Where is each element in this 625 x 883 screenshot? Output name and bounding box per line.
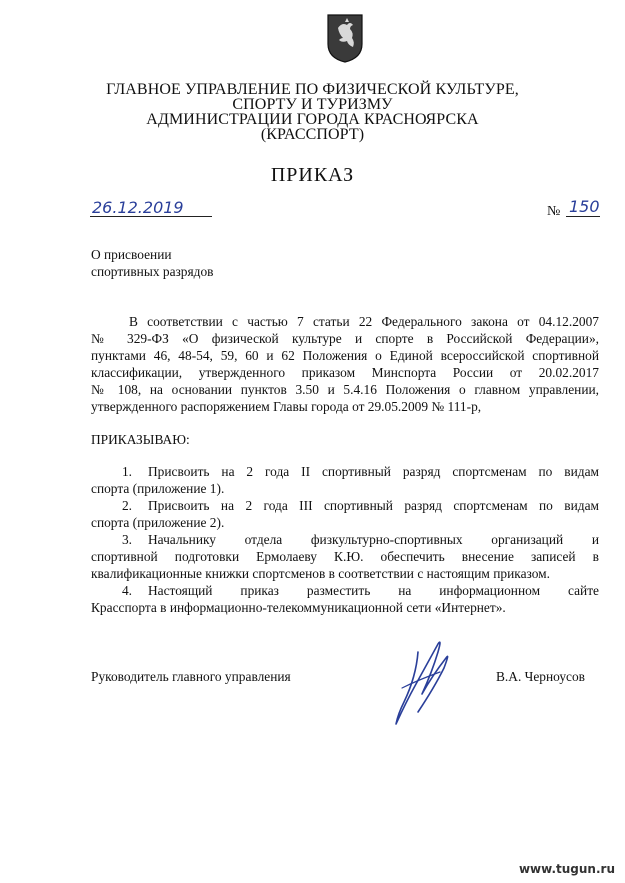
item-text: Присвоить на 2 года III спортивный разряд спортсменам по видам (148, 498, 599, 513)
coat-of-arms-emblem (325, 12, 365, 64)
item-number: 2. (121, 498, 132, 513)
item-text: Настоящий приказ разместить на информационном сайте (148, 583, 599, 598)
item-text: спорта (приложение 1). (91, 481, 225, 496)
date-handwritten: 26.12.2019 (92, 198, 184, 217)
date-underline (90, 216, 212, 217)
list-item (91, 531, 599, 548)
order-items (91, 463, 599, 616)
preamble-line: утвержденного распоряжением Главы города от 29.05.2009 № 111-р, (91, 399, 482, 414)
item-number: 4. (121, 583, 132, 598)
item-text: квалификационные книжки спортсменов в соответствии с настоящим приказом. (91, 566, 550, 581)
item-number: 3. (121, 532, 132, 547)
signatory-name: В.А. Черноусов (496, 669, 585, 684)
preamble-line: классификации, утвержденного приказом Минспорта России от 20.02.2017 (91, 365, 599, 380)
order-word: ПРИКАЗЫВАЮ: (91, 432, 190, 447)
preamble-paragraph (91, 313, 599, 415)
signatory-position: Руководитель главного управления (91, 669, 291, 684)
preamble-line: № 108, на основании пунктов 3.50 и 5.4.16 Положения о главном управлении, (91, 382, 599, 397)
list-item (91, 463, 599, 480)
item-text: Начальнику отдела физкультурно-спортивных организаций и (148, 532, 599, 547)
org-line-1: ГЛАВНОЕ УПРАВЛЕНИЕ ПО ФИЗИЧЕСКОЙ КУЛЬТУРЕ, (106, 81, 519, 98)
org-line-4: (КРАССПОРТ) (260, 126, 365, 143)
item-text: спортивной подготовки Ермолаеву К.Ю. обеспечить внесение записей в (91, 549, 599, 564)
handwritten-signature (388, 632, 458, 732)
item-text: Присвоить на 2 года II спортивный разряд спортсменам по видам (148, 464, 599, 479)
number-underline (566, 216, 600, 217)
subject-line-1: О присвоении (91, 247, 172, 262)
list-item (91, 582, 599, 599)
item-text: спорта (приложение 2). (91, 515, 225, 530)
number-label: № (547, 204, 561, 219)
number-handwritten: 150 (569, 197, 600, 216)
watermark: www.tugun.ru (518, 862, 615, 876)
preamble-line: пунктами 46, 48-54, 59, 60 и 62 Положения о Единой всероссийской спортивной (91, 348, 599, 363)
org-line-3: АДМИНИСТРАЦИИ ГОРОДА КРАСНОЯРСКА (146, 111, 479, 128)
preamble-line: В соответствии с частью 7 статьи 22 Федерального закона от 04.12.2007 (129, 314, 599, 329)
list-item (91, 497, 599, 514)
org-line-2: СПОРТУ И ТУРИЗМУ (232, 96, 393, 113)
item-number: 1. (121, 464, 132, 479)
preamble-line: № 329-ФЗ «О физической культуре и спорте в Российской Федерации», (91, 331, 599, 346)
document-title: ПРИКАЗ (270, 164, 355, 186)
item-text: Красспорта в информационно-телекоммуникационной сети «Интернет». (91, 600, 506, 615)
subject-line-2: спортивных разрядов (91, 264, 214, 279)
